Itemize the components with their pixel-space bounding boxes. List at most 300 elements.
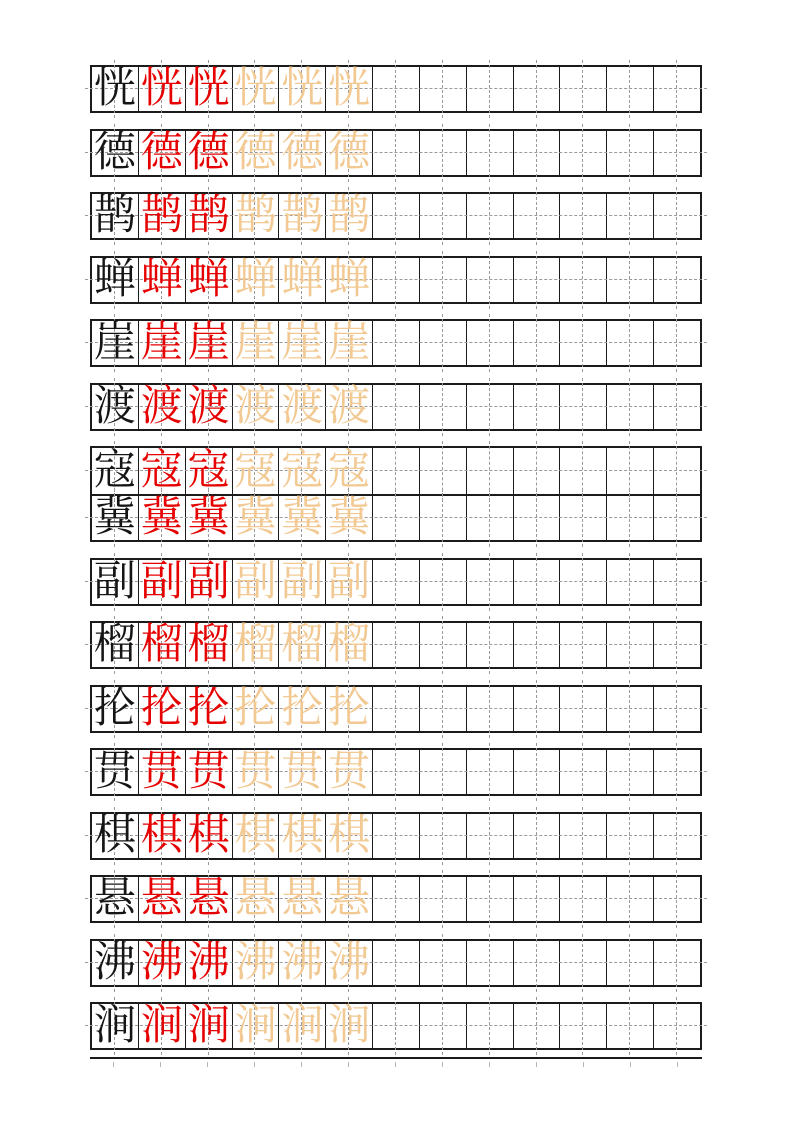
practice-character: 德 [140,129,183,176]
grid-cell-empty [513,131,560,175]
grid-cell-empty [513,750,560,794]
practice-row [90,748,702,796]
grid-cell-empty [419,750,466,794]
partial-grid-cell [137,1059,184,1067]
grid-cell-empty [653,1004,700,1048]
grid-cell-empty [372,941,419,985]
practice-character: 涧 [234,1003,277,1049]
partial-grid-cell [561,1059,608,1067]
grid-cell-empty [559,623,606,667]
grid-cell-trace [278,496,325,540]
grid-cell-trace [325,750,372,794]
practice-character: 沸 [234,939,277,986]
grid-cell-empty [606,560,653,604]
grid-cell-empty [653,496,700,540]
grid-cell-red [138,623,185,667]
grid-cell-empty [606,814,653,858]
practice-character: 涧 [187,1003,230,1049]
practice-character: 副 [93,558,136,605]
practice-character: 鹊 [234,193,277,239]
grid-cell-trace [278,385,325,429]
practice-character: 崖 [234,320,277,366]
grid-cell-empty [559,496,606,540]
practice-row [90,494,702,542]
practice-row [90,383,702,431]
practice-character: 冀 [140,495,183,541]
grid-cell-trace [232,321,279,365]
practice-character: 恍 [281,66,324,112]
grid-cell-empty [466,385,513,429]
grid-cell-empty [372,131,419,175]
grid-cell-trace [278,321,325,365]
grid-cell-empty [653,750,700,794]
grid-cell-empty [372,687,419,731]
grid-cell-empty [372,321,419,365]
grid-cell-trace [325,385,372,429]
practice-character: 沸 [328,939,371,986]
grid-cell-trace [325,941,372,985]
partial-grid-cell [514,1059,561,1067]
practice-character: 渡 [187,383,230,430]
grid-cell-trace [232,258,279,302]
partial-grid-cell [372,1059,419,1067]
practice-character: 抡 [234,685,277,732]
grid-cell-empty [653,131,700,175]
practice-character: 崖 [328,320,371,366]
grid-cell-trace [232,194,279,238]
grid-cell-red [185,750,232,794]
grid-cell-trace [232,687,279,731]
grid-cell-empty [372,194,419,238]
grid-cell-empty [653,814,700,858]
practice-row [90,621,702,669]
practice-character: 沸 [140,939,183,986]
grid-cell-black [92,67,138,111]
practice-character: 悬 [234,876,277,922]
grid-cell-empty [419,814,466,858]
practice-character: 德 [93,129,136,176]
practice-character: 德 [328,129,371,176]
practice-character: 沸 [93,939,136,986]
grid-cell-empty [559,385,606,429]
partial-grid-cell [420,1059,467,1067]
grid-cell-red [138,877,185,921]
grid-cell-black [92,877,138,921]
grid-cell-trace [325,687,372,731]
grid-cell-trace [325,131,372,175]
practice-character: 副 [187,558,230,605]
grid-cell-empty [513,941,560,985]
practice-character: 鹊 [140,193,183,239]
practice-character: 悬 [328,876,371,922]
grid-cell-black [92,941,138,985]
grid-cell-empty [559,258,606,302]
grid-cell-red [138,131,185,175]
partial-next-row [90,1057,702,1067]
grid-cell-trace [232,131,279,175]
practice-character: 贯 [93,749,136,795]
grid-cell-empty [606,941,653,985]
grid-cell-empty [653,385,700,429]
grid-cell-empty [372,750,419,794]
grid-cell-trace [278,560,325,604]
grid-cell-empty [466,448,513,494]
practice-character: 渡 [328,383,371,430]
grid-cell-empty [606,750,653,794]
grid-cell-black [92,131,138,175]
practice-character: 沸 [281,939,324,986]
partial-grid-cell [655,1059,702,1067]
grid-cell-empty [559,814,606,858]
practice-character: 榴 [281,622,324,668]
grid-cell-red [185,67,232,111]
practice-character: 棋 [234,812,277,859]
practice-character: 棋 [140,812,183,859]
grid-cell-empty [653,67,700,111]
grid-cell-red [138,941,185,985]
grid-cell-empty [372,1004,419,1048]
partial-grid-cell [608,1059,655,1067]
grid-cell-red [138,258,185,302]
grid-cell-empty [559,941,606,985]
grid-cell-empty [372,877,419,921]
practice-character: 抡 [328,685,371,732]
grid-cell-empty [372,258,419,302]
grid-cell-trace [278,67,325,111]
grid-cell-red [185,1004,232,1048]
practice-character: 涧 [328,1003,371,1049]
grid-cell-black [92,687,138,731]
practice-row [90,875,702,923]
practice-character: 涧 [281,1003,324,1049]
grid-cell-empty [419,496,466,540]
grid-cell-trace [325,623,372,667]
grid-cell-empty [606,496,653,540]
practice-character: 蝉 [187,256,230,303]
grid-cell-red [185,258,232,302]
partial-grid-cell [90,1059,137,1067]
grid-cell-empty [559,1004,606,1048]
grid-cell-empty [606,448,653,494]
grid-cell-trace [232,1004,279,1048]
grid-cell-trace [232,496,279,540]
practice-character: 恍 [328,66,371,112]
grid-cell-empty [559,194,606,238]
practice-character: 榴 [140,622,183,668]
practice-character: 寇 [187,448,230,494]
practice-character: 德 [281,129,324,176]
grid-cell-black [92,194,138,238]
practice-character: 棋 [328,812,371,859]
grid-cell-red [185,496,232,540]
grid-cell-empty [653,877,700,921]
practice-character: 涧 [93,1003,136,1049]
partial-grid-cell [184,1059,231,1067]
grid-cell-empty [372,448,419,494]
practice-character: 鹊 [328,193,371,239]
grid-cell-black [92,321,138,365]
grid-cell-empty [419,194,466,238]
grid-cell-empty [606,258,653,302]
practice-character: 寇 [281,448,324,494]
grid-cell-red [138,750,185,794]
grid-cell-trace [325,877,372,921]
grid-cell-black [92,385,138,429]
grid-cell-empty [419,623,466,667]
practice-character: 鹊 [93,193,136,239]
grid-cell-trace [325,448,372,494]
grid-cell-empty [466,194,513,238]
practice-character: 涧 [140,1003,183,1049]
grid-cell-red [138,448,185,494]
practice-character: 蝉 [328,256,371,303]
grid-cell-red [185,560,232,604]
grid-cell-empty [419,560,466,604]
grid-cell-empty [653,560,700,604]
practice-character: 蝉 [281,256,324,303]
grid-cell-empty [419,687,466,731]
practice-character: 渡 [281,383,324,430]
grid-cell-black [92,814,138,858]
practice-character: 悬 [187,876,230,922]
practice-character: 鹊 [281,193,324,239]
character-practice-grid [90,65,702,1067]
grid-cell-empty [559,560,606,604]
practice-character: 恍 [140,66,183,112]
practice-character: 副 [328,558,371,605]
grid-cell-empty [419,1004,466,1048]
grid-cell-red [185,448,232,494]
practice-character: 悬 [93,876,136,922]
grid-cell-empty [513,385,560,429]
grid-cell-trace [232,750,279,794]
partial-grid-cell [325,1059,372,1067]
grid-cell-empty [606,385,653,429]
practice-character: 鹊 [187,193,230,239]
grid-cell-trace [325,1004,372,1048]
grid-cell-red [138,385,185,429]
practice-character: 贯 [187,749,230,795]
practice-character: 冀 [328,495,371,541]
practice-character: 德 [234,129,277,176]
grid-cell-red [138,194,185,238]
practice-character: 榴 [93,622,136,668]
grid-cell-empty [559,448,606,494]
grid-cell-trace [325,496,372,540]
practice-row [90,1002,702,1050]
grid-cell-empty [372,496,419,540]
grid-cell-empty [372,560,419,604]
grid-cell-empty [372,814,419,858]
practice-character: 榴 [187,622,230,668]
grid-cell-trace [278,194,325,238]
practice-character: 抡 [140,685,183,732]
grid-cell-empty [606,623,653,667]
practice-row [90,256,702,304]
grid-cell-empty [606,67,653,111]
grid-cell-trace [278,448,325,494]
practice-character: 蝉 [234,256,277,303]
grid-cell-trace [325,258,372,302]
practice-character: 抡 [93,685,136,732]
grid-cell-red [138,496,185,540]
grid-cell-red [185,321,232,365]
grid-cell-trace [232,877,279,921]
practice-row [90,192,702,240]
practice-character: 沸 [187,939,230,986]
practice-row [90,65,702,113]
practice-character: 寇 [234,448,277,494]
grid-cell-empty [466,877,513,921]
grid-cell-empty [419,385,466,429]
grid-cell-empty [372,67,419,111]
practice-character: 贯 [328,749,371,795]
partial-grid-cell [231,1059,278,1067]
grid-cell-empty [466,1004,513,1048]
grid-cell-black [92,560,138,604]
grid-cell-empty [513,814,560,858]
grid-cell-empty [419,321,466,365]
grid-cell-empty [419,877,466,921]
grid-cell-empty [559,687,606,731]
grid-cell-red [138,1004,185,1048]
grid-cell-black [92,1004,138,1048]
grid-cell-empty [606,321,653,365]
practice-character: 副 [140,558,183,605]
practice-character: 恍 [187,66,230,112]
practice-character: 蝉 [140,256,183,303]
practice-character: 副 [234,558,277,605]
grid-cell-empty [606,1004,653,1048]
grid-cell-empty [653,687,700,731]
grid-cell-trace [325,814,372,858]
grid-cell-red [185,385,232,429]
grid-cell-trace [232,623,279,667]
grid-cell-trace [232,448,279,494]
practice-character: 贯 [140,749,183,795]
practice-character: 寇 [140,448,183,494]
grid-cell-trace [325,67,372,111]
grid-cell-empty [559,877,606,921]
grid-cell-black [92,448,138,494]
grid-cell-trace [278,941,325,985]
practice-character: 崖 [140,320,183,366]
grid-cell-empty [466,496,513,540]
grid-cell-empty [513,560,560,604]
grid-cell-trace [278,877,325,921]
practice-row [90,812,702,860]
practice-character: 贯 [281,749,324,795]
practice-character: 德 [187,129,230,176]
grid-cell-empty [466,321,513,365]
practice-row [90,685,702,733]
grid-cell-trace [232,814,279,858]
grid-cell-black [92,258,138,302]
grid-cell-empty [653,321,700,365]
grid-cell-empty [513,877,560,921]
practice-character: 渡 [140,383,183,430]
practice-character: 崖 [281,320,324,366]
grid-cell-empty [419,67,466,111]
grid-cell-black [92,623,138,667]
practice-row [90,558,702,606]
grid-cell-red [185,877,232,921]
grid-cell-trace [232,385,279,429]
grid-cell-trace [232,560,279,604]
grid-cell-empty [606,131,653,175]
grid-cell-empty [513,67,560,111]
grid-cell-empty [653,623,700,667]
grid-cell-red [138,321,185,365]
grid-cell-empty [606,687,653,731]
grid-cell-empty [419,941,466,985]
grid-cell-trace [278,258,325,302]
grid-cell-red [138,814,185,858]
grid-cell-empty [559,131,606,175]
grid-cell-black [92,496,138,540]
grid-cell-empty [653,258,700,302]
practice-character: 冀 [93,495,136,541]
practice-character: 抡 [187,685,230,732]
grid-cell-trace [278,687,325,731]
grid-cell-trace [278,814,325,858]
grid-cell-empty [466,131,513,175]
practice-row [90,446,702,494]
grid-cell-trace [232,941,279,985]
practice-character: 寇 [328,448,371,494]
grid-cell-empty [466,560,513,604]
grid-cell-red [185,941,232,985]
partial-grid-cell [278,1059,325,1067]
grid-cell-empty [513,496,560,540]
grid-cell-empty [513,448,560,494]
grid-cell-empty [419,448,466,494]
grid-cell-empty [466,941,513,985]
grid-cell-trace [278,131,325,175]
grid-cell-empty [513,258,560,302]
grid-cell-empty [606,877,653,921]
grid-cell-empty [653,194,700,238]
grid-cell-empty [372,385,419,429]
practice-character: 贯 [234,749,277,795]
grid-cell-red [185,623,232,667]
grid-cell-red [185,131,232,175]
practice-character: 恍 [93,66,136,112]
practice-row [90,939,702,987]
grid-cell-trace [325,560,372,604]
grid-cell-trace [325,321,372,365]
grid-cell-trace [278,750,325,794]
practice-character: 榴 [234,622,277,668]
practice-character: 悬 [281,876,324,922]
practice-character: 蝉 [93,256,136,303]
partial-grid-cell [467,1059,514,1067]
practice-character: 崖 [187,320,230,366]
grid-cell-trace [232,67,279,111]
grid-cell-empty [466,814,513,858]
grid-cell-black [92,750,138,794]
practice-character: 恍 [234,66,277,112]
grid-cell-empty [513,1004,560,1048]
practice-character: 悬 [140,876,183,922]
grid-cell-red [138,67,185,111]
grid-cell-empty [513,321,560,365]
practice-character: 冀 [234,495,277,541]
practice-character: 抡 [281,685,324,732]
grid-cell-red [185,194,232,238]
practice-character: 崖 [93,320,136,366]
practice-character: 渡 [93,383,136,430]
